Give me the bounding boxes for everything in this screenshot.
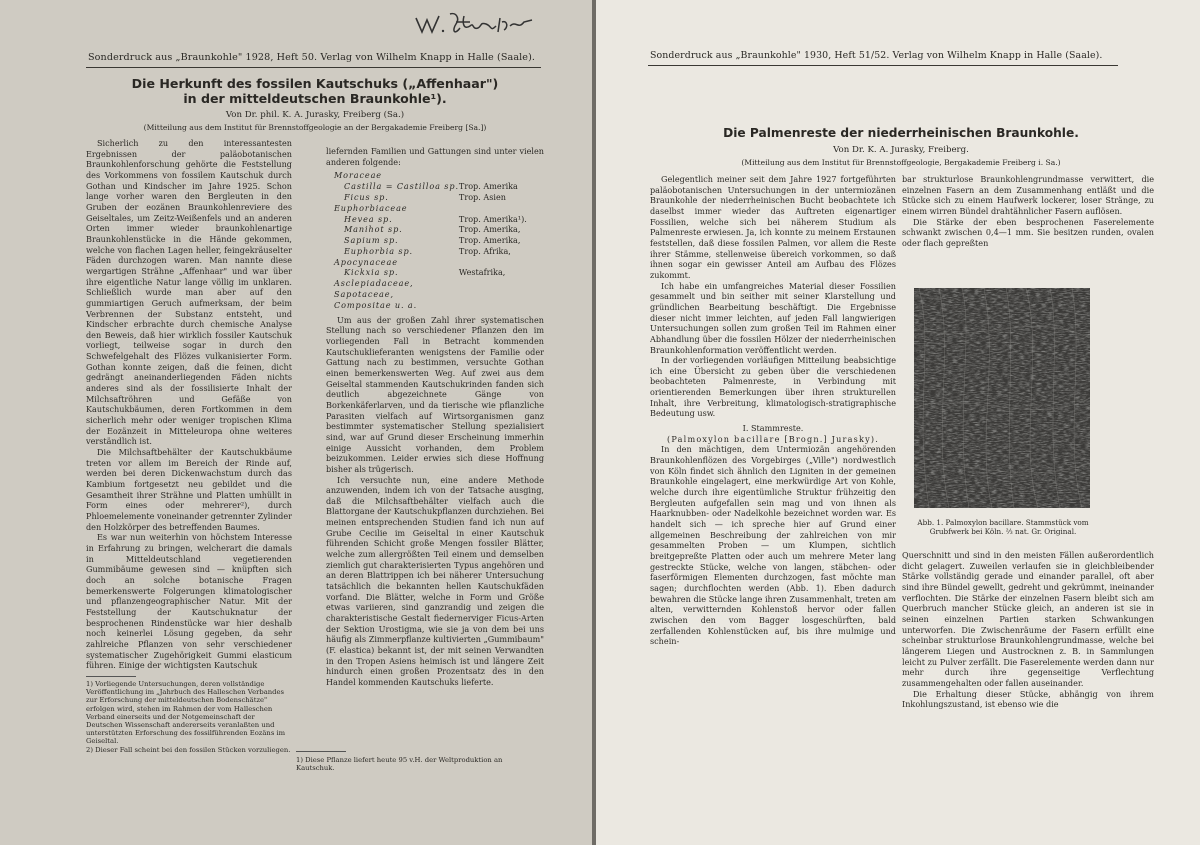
footnotes [86,680,292,754]
paragraph: Es war nun weiterhin von höchstem Interesse in Erfahrung zu bringen, welcherart die damals in Mitteldeutschland vegetierenden Gummibäume gewesen sind — knüpften sich doch an solche botanische Fragen bemerkenswerte Folgerungen klimatologischer und pflanzengeographischer Natur. Mit der Feststellung der Kautschuknatur der besprochenen Rindenstücke war hier deshalb noch keinerlei Lösung gegeben, da sehr zahlreiche Pflanzen von sehr verschiedener systematischer Zugehörigkeit Gummi elasticum führen. Einige der wichtigsten Kautschuk [86,532,292,671]
paragraph: liefernden Familien und Gattungen sind unter vielen anderen folgende: [326,146,544,167]
taxon-row: Euphorbiaceae [334,202,408,213]
paragraph: Ich habe ein umfangreiches Material dieser Fossilien gesammelt und bin seither mit seiner Klarstellung und gründlichen Bearbeitung beschäftigt. Die Ergebnisse dieser nicht immer leichten, auf jeden Fall langwierigen Untersuchungen sollen zum großen Teil im Rahmen einer Abhandlung über die fossilen Hölzer der niederrheinischen Braunkohlenformation veröffentlicht werden. [650,280,896,355]
taxon-row: Asclepiadaceae, [334,278,414,289]
paragraph: Gelegentlich meiner seit dem Jahre 1927 fortgeführten paläobotanischen Untersuchungen in der untermiozänen Braunkohle der niederrheinischen Bucht beobachtete ich daselbst immer wieder das Auftreten eigenartiger Fossilien, welche sich bei näherem Studium als Palmenreste erwiesen. Ja, ich konnte zu meinem Erstaunen feststellen, daß diese fossilen Palmen, vor allem die Reste ihrer Stämme, stellenweise übereich vorkommen, so daß ihnen sogar ein gewisser Anteil am Aufbau des Flözes zukommt. [650,174,896,280]
fiber-texture [914,288,1090,508]
footnote-rule [86,676,136,677]
right-page [596,0,1200,845]
author-line: Von Dr. K. A. Jurasky, Freiberg. [833,145,969,155]
taxon-row: Apocynaceae [334,256,398,267]
right-column-2-bottom [902,550,1154,750]
header-rule [648,65,1118,66]
page-header: Sonderdruck aus „Braunkohle" 1928, Heft 50. Verlag von Wilhelm Knapp in Halle (Saale). [88,52,536,63]
left-column-2-body [326,315,544,755]
taxon-row: Euphorbia sp. Trop. Afrika, [344,245,511,256]
taxon-row: Hevea sp. Trop. Amerika¹). [344,213,527,224]
paragraph: bar strukturlose Braunkohlengrundmasse verwittert, die einzelnen Fasern an dem Zusammenhang entläßt und die Stücke sich zu einem Haufwerk lockerer, loser Stränge, zu einem wirren Bündel drahtähnlicher Fasern auflösen. [902,174,1154,216]
paragraph: Die Erhaltung dieser Stücke, abhängig von ihrem Inkohlungszustand, ist ebenso wie die [902,688,1154,710]
paragraph: Ich versuchte nun, eine andere Methode anzuwenden, indem ich von der Tatsache ausging, daß die Milchsaftbehälter vielfach auch die Blattorgane der Kautschukpflanzen durchziehen. Bei meinen entsprechenden Studien fand ich nun auf Grube Cecilie im Geiseltal in einer Kautschuk führenden Schicht große Mengen fossiler Blätter, welche zum allergrößten Teil einem und demselben ziemlich gut charakterisierten Typus angehören und an deren Blattrippen ich bei näherer Untersuchung tatsächlich die bekannten hellen Kautschukfäden vorfand. Die Blätter, welche in Form und Größe etwas variieren, sind ganzrandig und zeigen die charakteristische Gestalt fiedernerviger Ficus-Arten der Sektion Urostigma, wie sie ja von dem bei uns häufig als Zimmerpflanze kultivierten „Gummibaum" (F. elastica) bekannt ist, der mit seinen Verwandten in den Tropen Asiens heimisch ist und längere Zeit hindurch einen großen Prozentsatz des in den Handel kommenden Kautschuks lieferte. [326,474,544,687]
article-title-line2: in der mitteldeutschen Braunkohle¹). [183,91,447,106]
author-line: Von Dr. phil. K. A. Jurasky, Freiberg (Sa.) [225,110,405,120]
taxon-row: Kickxia sp. Westafrika, [344,267,506,278]
footnote-1: 1) Vorliegende Untersuchungen, deren vollständige Veröffentlichung im „Jahrbuch des Halleschen Verbandes zur Erforschung der mitteldeutschen Bodenschätze" erfolgen wird, stehen im Rahmen der vom Halleschen Verband einerseits und der Notgemeinschaft der Deutschen Wissenschaft andererseits veranlaßten und unterstützten Erforschung des fossilführenden Eozäns im Geiseltal. [86,680,286,746]
figure-caption: Abb. 1. Palmoxylon bacillare. Stammstück vom Grubfwerk bei Köln. ⅔ nat. Gr. Original. [917,518,1089,536]
footnote-rule [296,751,346,752]
taxon-row: Sapotaceae, [334,289,394,300]
paragraph: Querschnitt und sind in den meisten Fällen außerordentlich dicht gelagert. Zuweilen verlaufen sie in gleichbleibender Stärke vollständig gerade und einander parallel, oft aber sind ihre Bündel gewellt, gedreht und gekrümmt, ineinander verflochten. Die Stärke der einzelnen Fasern bleibt sich am Querbruch mancher Stücke gleich, an anderen ist sie in seinen einzelnen Partien starken Schwankungen unterworfen. Die Zwischenräume der Fasern erfüllt eine scheinbar strukturlose Braunkohlengrundmasse, welche bei längerem Liegen und Austrocknen z. B. in Sammlungen leicht zu Pulver zerfällt. Die Faserelemente werden dann nur mehr durch ihre gegenseitige Verflechtung zusammengehalten oder fallen auseinander. [902,550,1154,688]
right-column-2-top [902,174,1154,260]
paragraph: In der vorliegenden vorläufigen Mitteilung beabsichtige ich eine Übersicht zu geben über die verschiedenen beobachteten Palmenreste, in Verbindung mit orientierenden Bemerkungen über ihren strukturellen Inhalt, ihre Verbreitung, klimatologisch-stratigraphische Bedeutung usw. [650,355,896,419]
left-column-2 [326,146,544,755]
taxon-row: Sapium sp. Trop. Amerika, [344,235,521,246]
left-column-1 [86,138,292,674]
taxon-row: Moraceae [334,170,382,181]
institute-line: (Mitteilung aus dem Institut für Brennstoffgeologie, Bergakademie Freiberg i. Sa.) [741,158,1061,167]
taxon-row: Manihot sp. Trop. Amerika, [344,224,521,235]
header-rule [86,67,541,68]
signature-handwritten [412,8,542,40]
taxon-row: Compositae u. a. [334,299,418,310]
footnote-col2: 1) Diese Pflanze liefert heute 95 v.H. der Weltproduktion an Kautschuk. [296,756,503,773]
institute-line: (Mitteilung aus dem Institut für Brennstoffgeologie an der Bergakademie Freiberg [Sa.]) [143,123,487,132]
page-header: Sonderdruck aus „Braunkohle" 1930, Heft 51/52. Verlag von Wilhelm Knapp in Halle (Saale). [650,50,1103,61]
paragraph: In den mächtigen, dem Untermiozän angehörenden Braunkohlenflözen des Vorgebirges („Ville") nordwestlich von Köln findet sich ähnlich den Ligniten in der gemeinen Braunkohle eingelagert, eine merkwürdige Art von Kohle, welche durch ihre eigentümliche Struktur frühzeitig den Bergleuten aufgefallen sein mag und von ihnen als Haarknubben- oder Nadelkohle bezeichnet worden war. Es handelt sich — ich spreche hier auf Grund einer allgemeinen Beschreibung der zahlreichen von mir gesammelten Proben — um Klumpen, sichtlich breitgepreßte Platten oder auch um mehrere Meter lang gestreckte Stücke, welche von langen, stäbchen- oder faserförmigen Elementen durchzogen, fast möchte man sagen; durchflochten werden (Abb. 1). Eben dadurch bewahren die Stücke lange ihren Zusammenhalt, treten am alten, verwitternden Kohlenstoß hervor oder fallen zwischen den vom Bagger losgeschürften, bald zerfallenden Kohlenstücken auf, bis ihre mulmige und schein- [650,444,896,647]
article-title: Die Palmenreste der niederrheinischen Braunkohle. [723,126,1079,140]
paragraph: Die Stärke der eben besprochenen Faserelemente schwankt zwischen 0,4—1 mm. Sie besitzen runden, ovalen oder flach gepreßten [902,216,1154,248]
footnote-2: 2) Dieser Fall scheint bei den fossilen Stücken vorzuliegen. [86,745,291,754]
paragraph: Um aus der großen Zahl ihrer systematischen Stellung nach so verschiedener Pflanzen den im vorliegenden Fall in Betracht kommenden Kautschuklieferanten wenigstens der Familie oder Gattung nach zu bestimmen, versuchte Gothan einen bemerkenswerten Weg. Auf zwei aus dem Geiseltal stammenden Kautschukrinden fanden sich deutlich abgezeichnete Gänge von Borkenkäferlarven, und da tierische wie pflanzliche Parasiten vielfach auf Wirtsorganismen ganz bestimmter systematischer Stellung spezialisiert sind, war auf Grund dieser Erscheinung immerhin einige Aussicht vorhanden, dem Problem beizukommen. Leider erwies sich diese Hoffnung bisher als trügerisch. [326,314,544,474]
paragraph: Sicherlich zu den interessantesten Ergebnissen der paläobotanischen Braunkohlenforschung gehörte die Feststellung des Vorkommens von fossilem Kautschuk durch Gothan und Kindscher im Jahre 1925. Schon lange vorher waren den Bergleuten in den Gruben der eozänen Braunkohlenreviere des Geiseltales, um Zeitz-Weißenfels und an anderen Orten immer wieder braunkohlenartige Braunkohlenstücke in die Hände gekommen, welche von flachen Lagen heller, feingekräuselter Fäden durchzogen waren. Man nannte diese wergartigen Strähne „Affenhaar" und war über ihre eigentliche Natur lange völlig im unklaren. Schließlich wurde man aber auf den gummiartigen Geruch aufmerksam, der beim Verbrennen der Substanz entsteht, und Kindscher erbrachte durch chemische Analyse den Beweis, daß hier wirklich fossiler Kautschuk vorliegt, teilweise sogar in durch den Schwefelgehalt des Flözes vulkanisierter Form. Gothan konnte zeigen, daß die feinen, dicht gedrängt aneinanderliegenden Fäden nichts anderes sind als der fossilisierte Inhalt der Milchsaftröhren und Gefäße von Kautschukbäumen, deren Fortkommen in dem sicherlich mehr oder weniger tropischen Klima der Eozänzeit in Mitteleuropa ohne weiteres verständlich ist. [86,138,292,447]
taxon-row: Castilla = Castilloa sp. Trop. Amerika [344,181,518,192]
left-page [0,0,592,845]
right-column-1 [650,174,896,752]
paragraph: Die Milchsaftbehälter der Kautschukbäume treten vor allem im Bereich der Rinde auf, werden bei deren Dickenwachstum durch das Kambium fortgesetzt neu gebildet und die Gesamtheit ihrer Strähne und Platten umhüllt in Form eines oder mehrerer²), durch Phloemelemente voneinander getrennter Zylinder den Holzkörper des betreffenden Baumes. [86,447,292,532]
taxa-list [334,170,527,310]
section-subheading: (Palmoxylon bacillare [Brogn.] Jurasky). [666,433,879,444]
taxon-row: Ficus sp. Trop. Asien [344,191,506,202]
figure-palmoxylon-photo [914,288,1090,508]
article-title-line1: Die Herkunft des fossilen Kautschuks („Affenhaar") [131,76,499,91]
section-heading: I. Stammreste. [742,423,804,434]
